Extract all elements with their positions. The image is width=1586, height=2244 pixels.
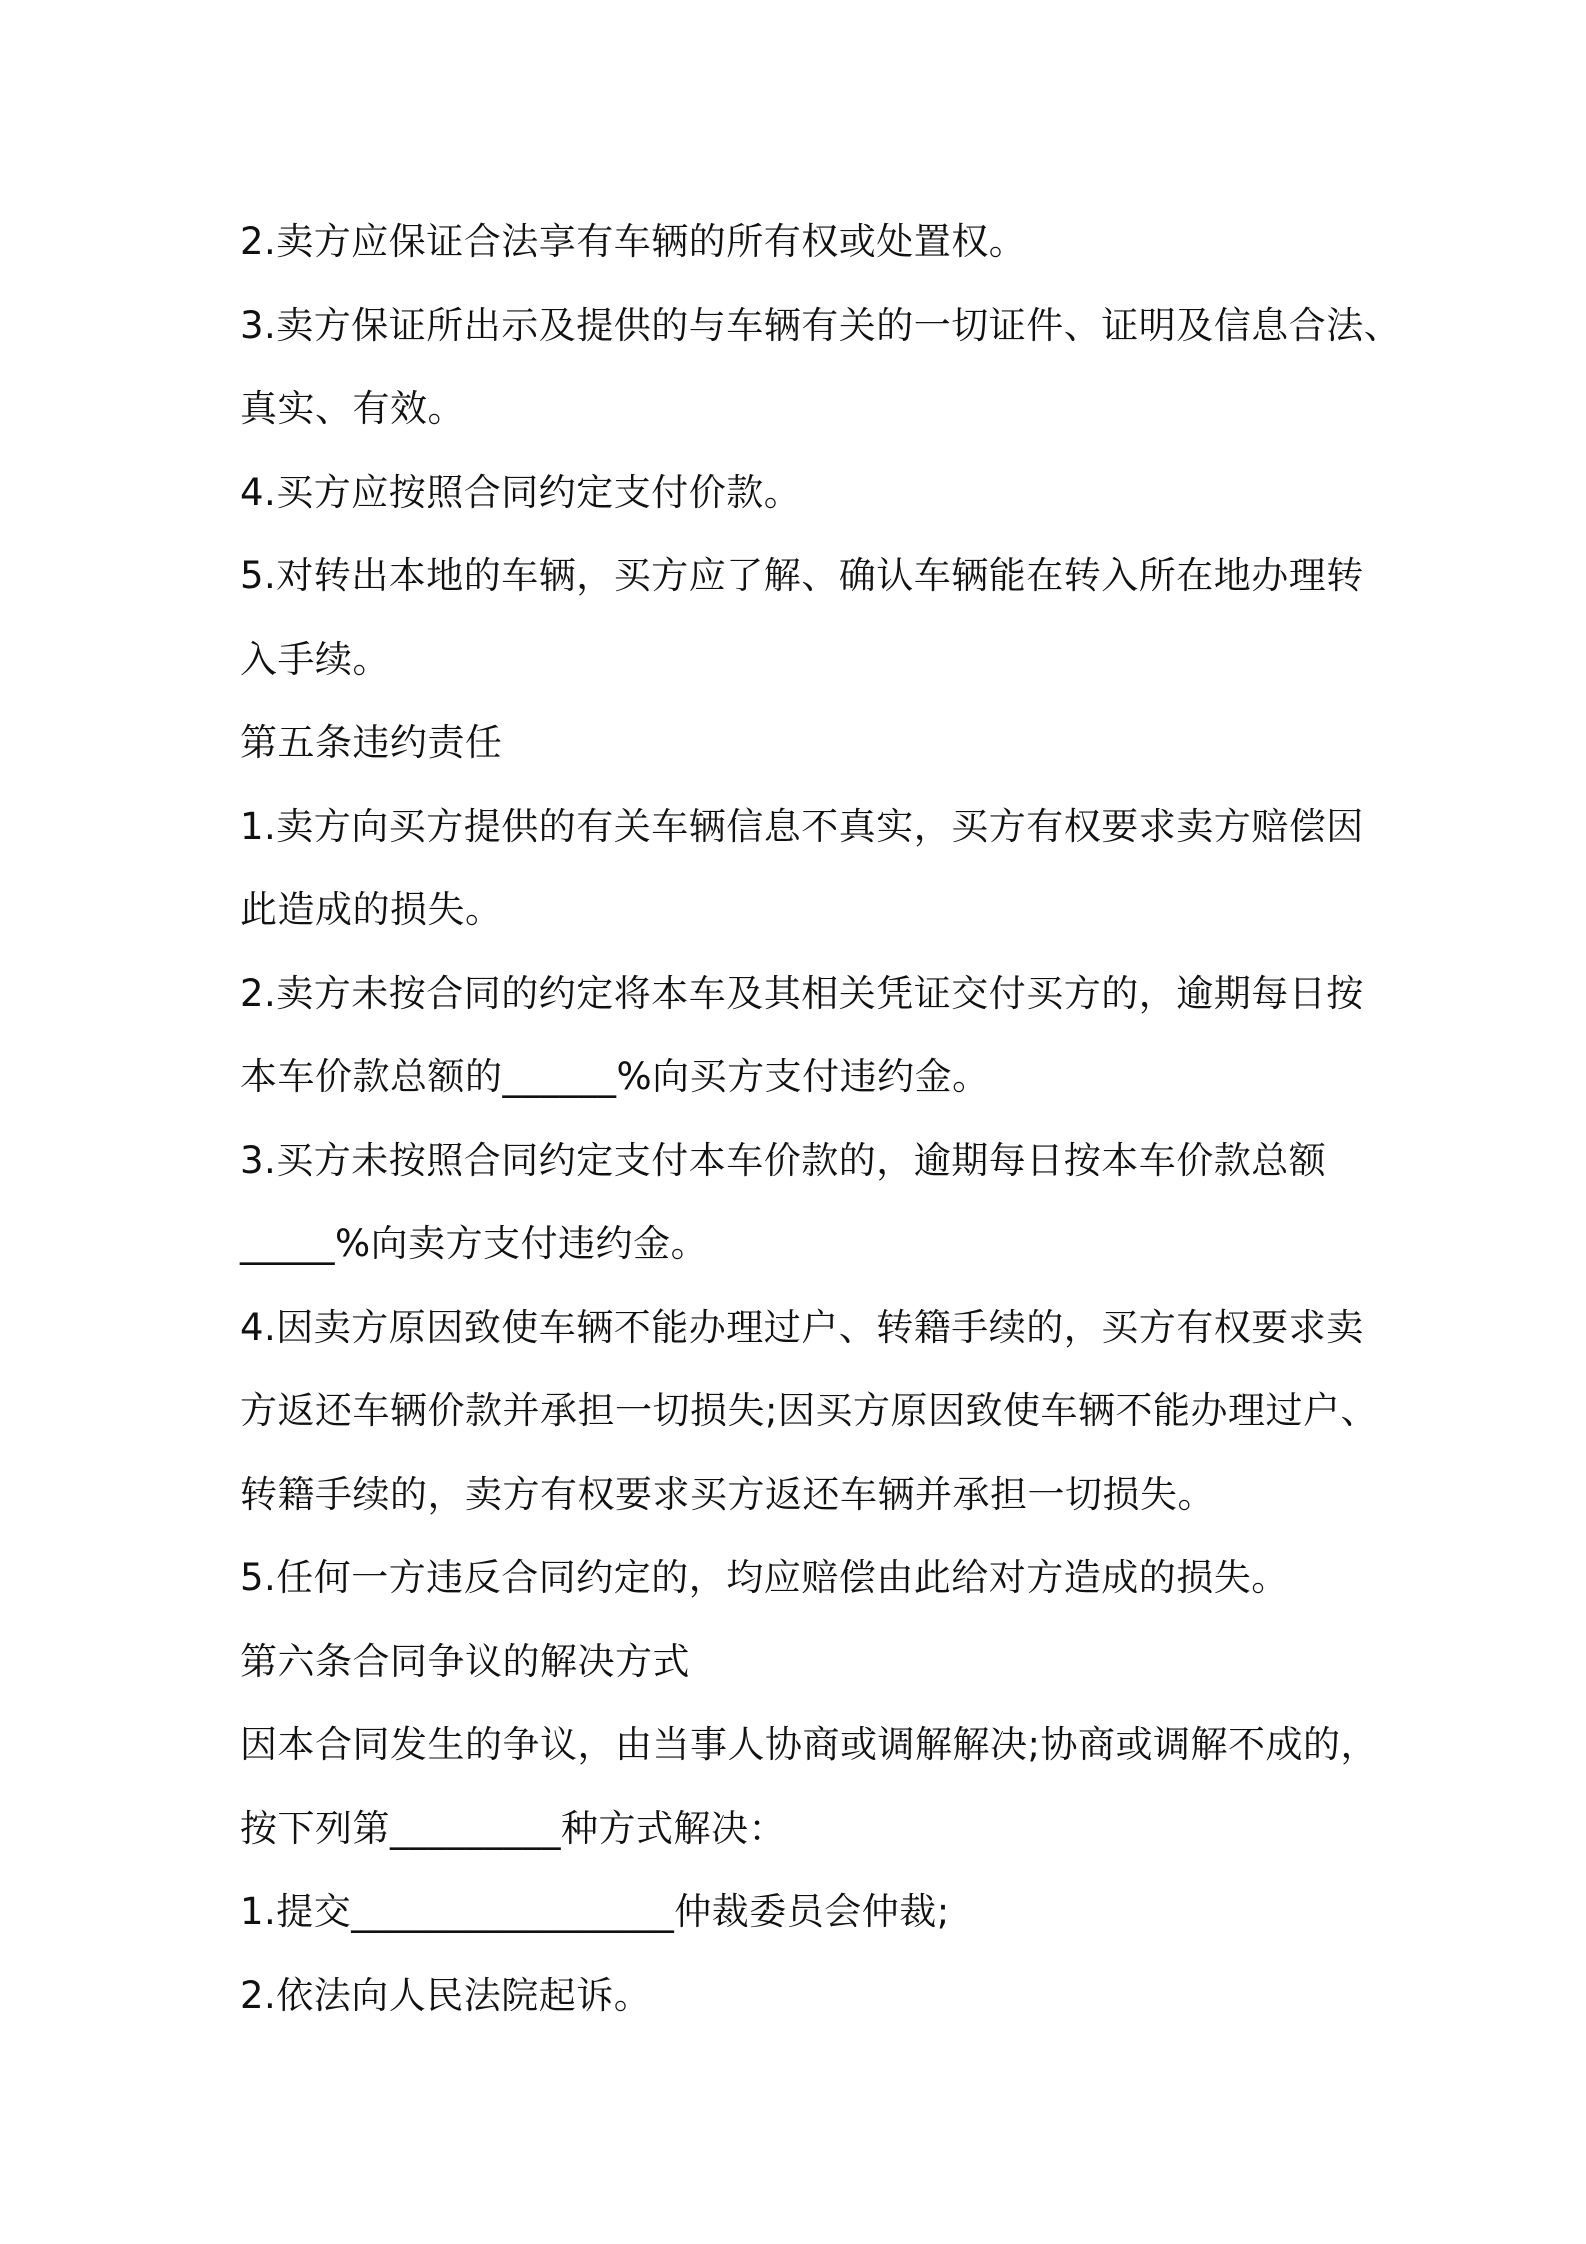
liability-4-line-3: 转籍手续的，卖方有权要求买方返还车辆并承担一切损失。 — [240, 1472, 1215, 1516]
liability-4-line-1: 4.因卖方原因致使车辆不能办理过户、转籍手续的，买方有权要求卖 — [240, 1305, 1364, 1349]
buyer-obligation-4: 4.买方应按照合同约定支付价款。 — [240, 470, 802, 514]
liability-3-line-2: _____%向卖方支付违约金。 — [240, 1222, 709, 1265]
dispute-option-arbitration: 1.提交_________________仲裁委员会仲裁; — [240, 1890, 950, 1933]
seller-obligation-2: 2.卖方应保证合法享有车辆的所有权或处置权。 — [240, 220, 1027, 263]
liability-2-line-2: 本车价款总额的______%向买方支付违约金。 — [240, 1055, 990, 1098]
liability-4-line-2: 方返还车辆价款并承担一切损失;因买方原因致使车辆不能办理过户、 — [240, 1389, 1378, 1432]
buyer-obligation-5-line-2: 入手续。 — [240, 637, 390, 681]
liability-3-line-1: 3.买方未按照合同约定支付本车价款的，逾期每日按本车价款总额 — [240, 1138, 1327, 1182]
dispute-resolution-line-1: 因本合同发生的争议，由当事人协商或调解解决;协商或调解不成的， — [240, 1723, 1378, 1766]
article-5-heading: 第五条违约责任 — [240, 721, 503, 764]
dispute-resolution-line-2: 按下列第_________种方式解决： — [240, 1806, 786, 1850]
document-body — [240, 200, 1402, 2037]
liability-1-line-1: 1.卖方向买方提供的有关车辆信息不真实，买方有权要求卖方赔偿因 — [240, 804, 1364, 848]
liability-5: 5.任何一方违反合同约定的，均应赔偿由此给对方造成的损失。 — [240, 1556, 1289, 1599]
liability-2-line-1: 2.卖方未按合同的约定将本车及其相关凭证交付买方的，逾期每日按 — [240, 971, 1364, 1015]
seller-obligation-3-line-2: 真实、有效。 — [240, 387, 465, 430]
seller-obligation-3-line-1: 3.卖方保证所出示及提供的与车辆有关的一切证件、证明及信息合法、 — [240, 303, 1402, 347]
article-6-heading: 第六条合同争议的解决方式 — [240, 1639, 690, 1683]
buyer-obligation-5-line-1: 5.对转出本地的车辆，买方应了解、确认车辆能在转入所在地办理转 — [240, 554, 1364, 597]
dispute-option-court: 2.依法向人民法院起诉。 — [240, 1973, 652, 2017]
liability-1-line-2: 此造成的损失。 — [240, 888, 503, 931]
